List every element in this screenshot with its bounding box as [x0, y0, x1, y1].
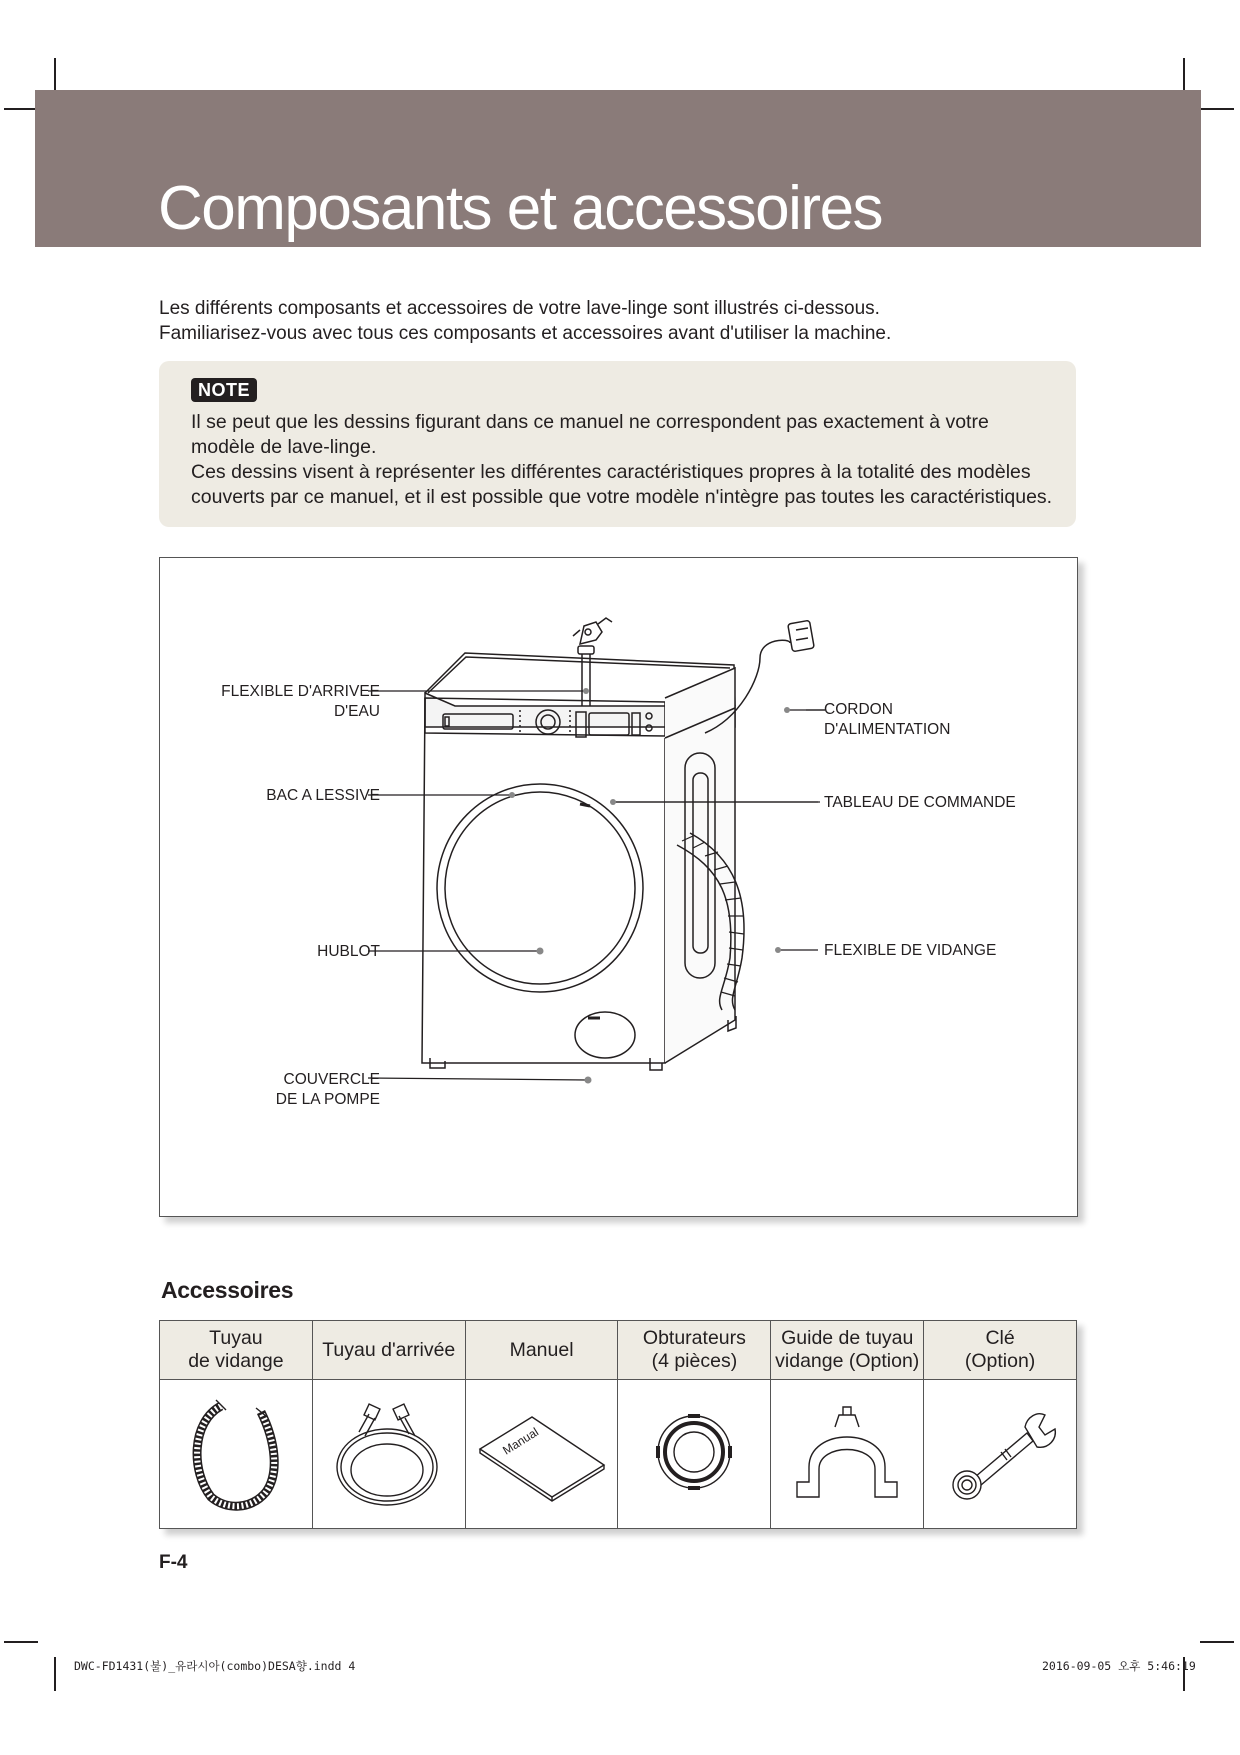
- label-pump-cover: COUVERCLE DE LA POMPE: [275, 1071, 380, 1108]
- note-box: [159, 361, 1076, 527]
- label-control-panel: TABLEAU DE COMMANDE: [824, 794, 1016, 811]
- note-line: couverts par ce manuel, et il est possible que votre modèle n'intègre pas toutes les caractéristiques.: [191, 486, 1053, 508]
- note-line: Il se peut que les dessins figurant dans ce manuel ne correspondent pas exactement à votre: [191, 411, 989, 433]
- note-text: [191, 410, 1061, 510]
- crop-mark: [1200, 1641, 1234, 1643]
- inlet-hose-icon: [329, 1392, 449, 1512]
- washer-illustration: [160, 558, 1077, 1216]
- accessory-header: Guide de tuyau vidange (Option): [771, 1321, 924, 1380]
- accessory-cell: [771, 1380, 924, 1529]
- accessory-cell: [312, 1380, 465, 1529]
- crop-mark: [54, 58, 56, 92]
- page-title: Composants et accessoires: [158, 174, 883, 243]
- accessory-header: Tuyau d'arrivée: [312, 1321, 465, 1380]
- intro-paragraph: [159, 296, 1079, 346]
- label-door: HUBLOT: [317, 943, 380, 960]
- note-badge: NOTE: [191, 378, 257, 402]
- wrench-icon: [935, 1397, 1065, 1507]
- label-detergent-drawer: BAC A LESSIVE: [266, 787, 380, 804]
- drain-hose-icon: [181, 1392, 291, 1512]
- accessory-header: Obturateurs (4 pièces): [618, 1321, 771, 1380]
- note-line: Ces dessins visent à représenter les différentes caractéristiques propres à la totalité des modèles: [191, 461, 1031, 483]
- crop-mark: [4, 1641, 38, 1643]
- intro-line: Familiarisez-vous avec tous ces composants et accessoires avant d'utiliser la machine.: [159, 323, 892, 344]
- footer-filename: DWC-FD1431(불)_유라시아(combo)DESA향.indd 4: [74, 1659, 356, 1673]
- accessories-table: [159, 1320, 1077, 1529]
- label-drain-hose: FLEXIBLE DE VIDANGE: [824, 942, 997, 959]
- crop-mark: [1200, 108, 1234, 110]
- label-power-cord: CORDON D'ALIMENTATION: [824, 701, 951, 738]
- cap-icon: [644, 1402, 744, 1502]
- manual-cover-text: Manual: [499, 1424, 541, 1458]
- crop-mark: [1183, 58, 1185, 92]
- accessory-cell: [465, 1380, 618, 1529]
- accessories-heading: Accessoires: [161, 1277, 294, 1303]
- accessory-cell: [618, 1380, 771, 1529]
- accessory-header: Tuyau de vidange: [160, 1321, 313, 1380]
- manual-icon: [472, 1397, 612, 1507]
- accessory-cell: [924, 1380, 1077, 1529]
- hose-guide-icon: [787, 1397, 907, 1507]
- accessories-image-row: [160, 1380, 1077, 1529]
- accessories-header-row: [160, 1321, 1077, 1380]
- note-line: modèle de lave-linge.: [191, 436, 377, 458]
- intro-line: Les différents composants et accessoires de votre lave-linge sont illustrés ci-dessous.: [159, 298, 880, 319]
- label-inlet-hose: FLEXIBLE D'ARRIVEE D'EAU: [221, 683, 380, 720]
- crop-mark: [54, 1657, 56, 1691]
- accessory-header: Manuel: [465, 1321, 618, 1380]
- footer-timestamp: 2016-09-05 오후 5:46:19: [1042, 1659, 1196, 1673]
- washer-diagram: [159, 557, 1078, 1217]
- page-number: F-4: [159, 1552, 188, 1573]
- accessory-cell: [160, 1380, 313, 1529]
- accessory-header: Clé (Option): [924, 1321, 1077, 1380]
- crop-mark: [4, 108, 38, 110]
